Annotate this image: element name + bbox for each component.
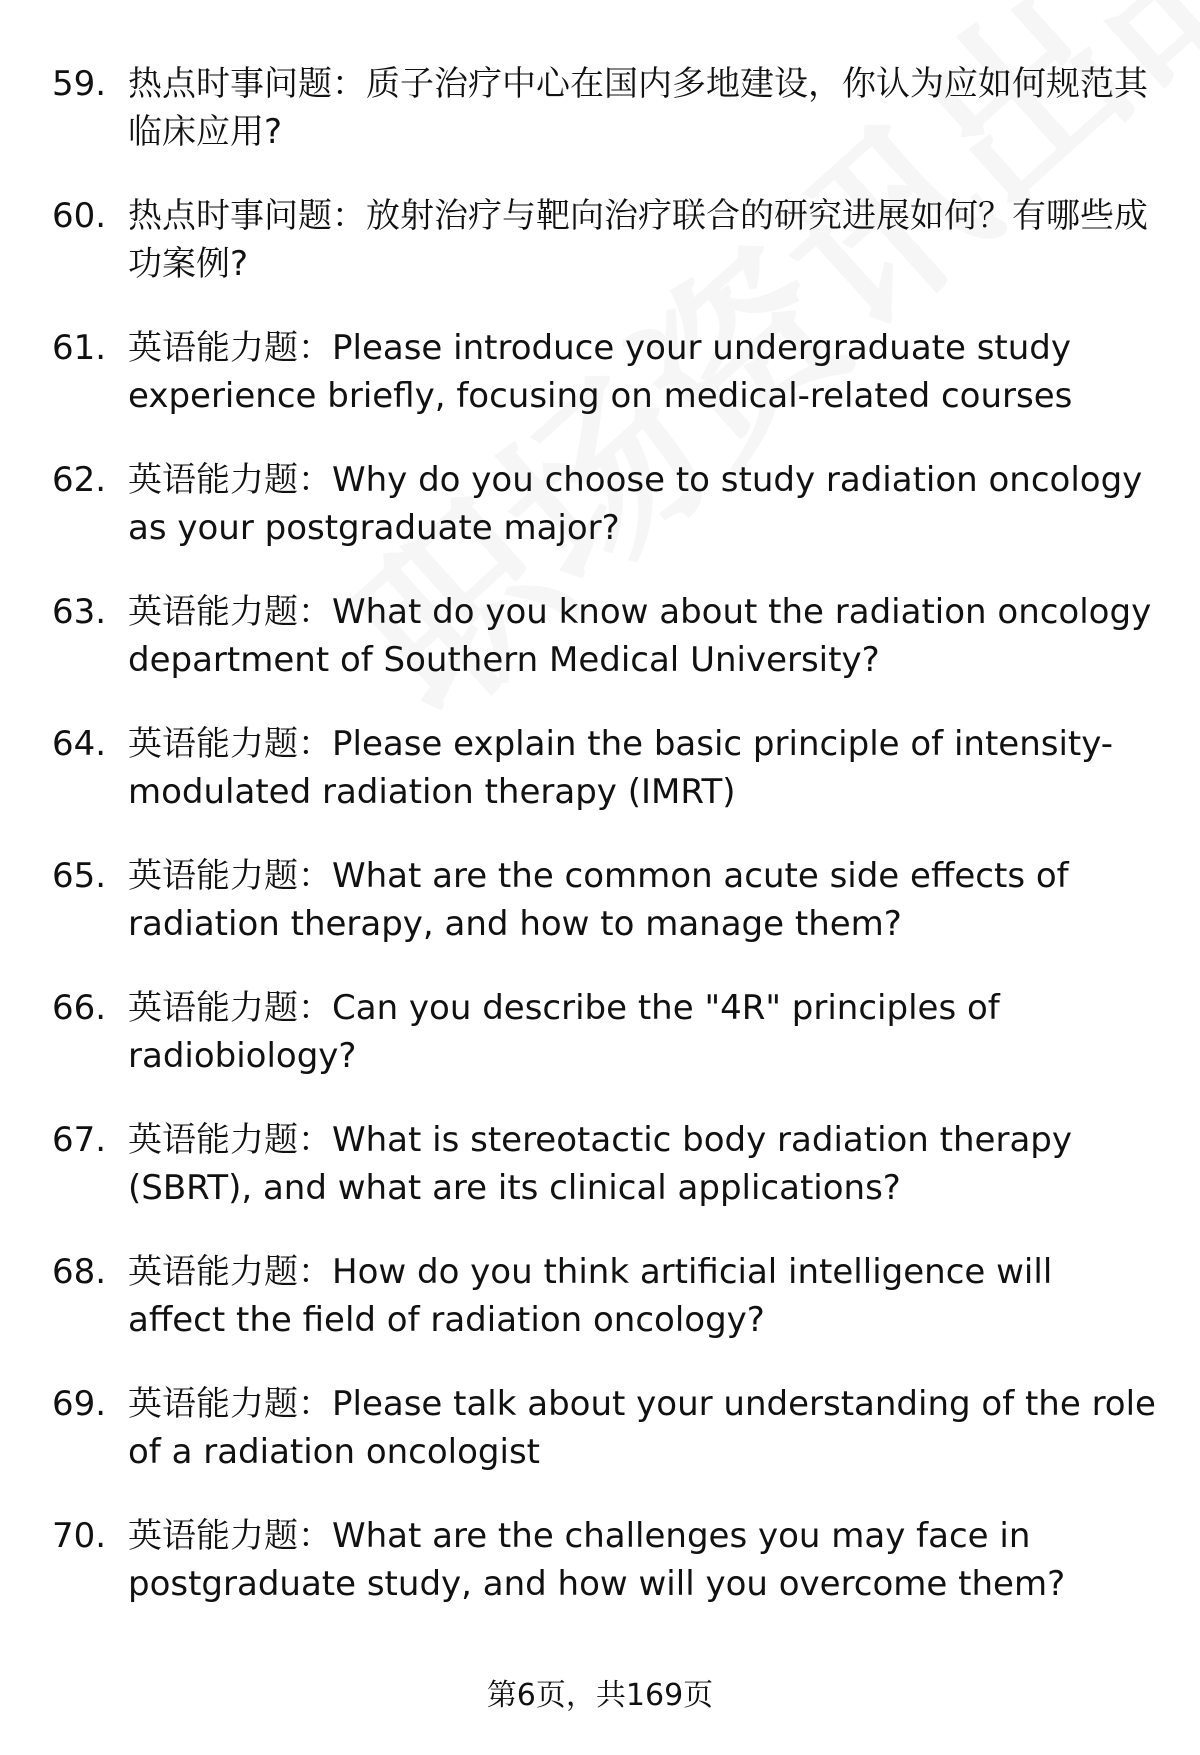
question-number: 67. <box>52 1120 107 1160</box>
question-text <box>128 1248 1158 1344</box>
question-item <box>0 978 1200 1110</box>
question-body: Please talk about your understanding of the role of a radiation oncologist <box>128 1384 1156 1472</box>
question-item <box>0 714 1200 846</box>
question-category: 英语能力题： <box>128 1252 332 1292</box>
question-category: 热点时事问题： <box>128 64 366 104</box>
question-category: 英语能力题： <box>128 724 332 764</box>
question-number: 70. <box>52 1516 107 1556</box>
question-item <box>0 186 1200 318</box>
question-body: Please introduce your undergraduate study experience briefly, focusing on medical-related courses <box>128 328 1073 416</box>
question-body: How do you think artificial intelligence will affect the field of radiation oncology? <box>128 1252 1053 1340</box>
question-body: Why do you choose to study radiation oncology as your postgraduate major? <box>128 460 1143 548</box>
question-body: 放射治疗与靶向治疗联合的研究进展如何？有哪些成功案例? <box>128 196 1148 284</box>
question-category: 英语能力题： <box>128 1120 332 1160</box>
question-body: What is stereotactic body radiation therapy (SBRT), and what are its clinical applications? <box>128 1120 1072 1208</box>
question-text <box>128 324 1158 420</box>
page-number-footer: 第6页，共169页 <box>486 1678 714 1713</box>
question-item <box>0 582 1200 714</box>
question-body: 质子治疗中心在国内多地建设，你认为应如何规范其临床应用? <box>128 64 1148 152</box>
question-item <box>0 1110 1200 1242</box>
question-body: What do you know about the radiation oncology department of Southern Medical University? <box>128 592 1152 680</box>
question-item <box>0 1242 1200 1374</box>
question-number: 60. <box>52 196 107 236</box>
question-text <box>128 852 1158 948</box>
question-item <box>0 1506 1200 1638</box>
question-category: 英语能力题： <box>128 460 332 500</box>
question-text <box>128 192 1158 288</box>
question-category: 英语能力题： <box>128 592 332 632</box>
question-item <box>0 450 1200 582</box>
question-body: Please explain the basic principle of intensity-modulated radiation therapy (IMRT) <box>128 724 1114 812</box>
question-text <box>128 720 1158 816</box>
question-number: 61. <box>52 328 107 368</box>
question-number: 65. <box>52 856 107 896</box>
question-body: What are the challenges you may face in postgraduate study, and how will you overcome them? <box>128 1516 1066 1604</box>
question-item <box>0 846 1200 978</box>
question-number: 66. <box>52 988 107 1028</box>
question-item <box>0 1374 1200 1506</box>
question-category: 英语能力题： <box>128 1384 332 1424</box>
question-text <box>128 1512 1158 1608</box>
question-category: 英语能力题： <box>128 1516 332 1556</box>
question-category: 英语能力题： <box>128 856 332 896</box>
question-category: 英语能力题： <box>128 328 332 368</box>
question-item <box>0 54 1200 186</box>
question-text <box>128 1380 1158 1476</box>
question-number: 64. <box>52 724 107 764</box>
question-number: 63. <box>52 592 107 632</box>
question-number: 69. <box>52 1384 107 1424</box>
question-number: 62. <box>52 460 107 500</box>
question-number: 59. <box>52 64 107 104</box>
question-body: Can you describe the "4R" principles of radiobiology? <box>128 988 1000 1076</box>
question-text <box>128 588 1158 684</box>
question-list <box>0 54 1200 1638</box>
question-text <box>128 60 1158 156</box>
question-text <box>128 456 1158 552</box>
question-category: 热点时事问题： <box>128 196 366 236</box>
question-text <box>128 1116 1158 1212</box>
question-number: 68. <box>52 1252 107 1292</box>
question-item <box>0 318 1200 450</box>
question-category: 英语能力题： <box>128 988 332 1028</box>
question-text <box>128 984 1158 1080</box>
question-body: What are the common acute side effects of radiation therapy, and how to manage them? <box>128 856 1069 944</box>
